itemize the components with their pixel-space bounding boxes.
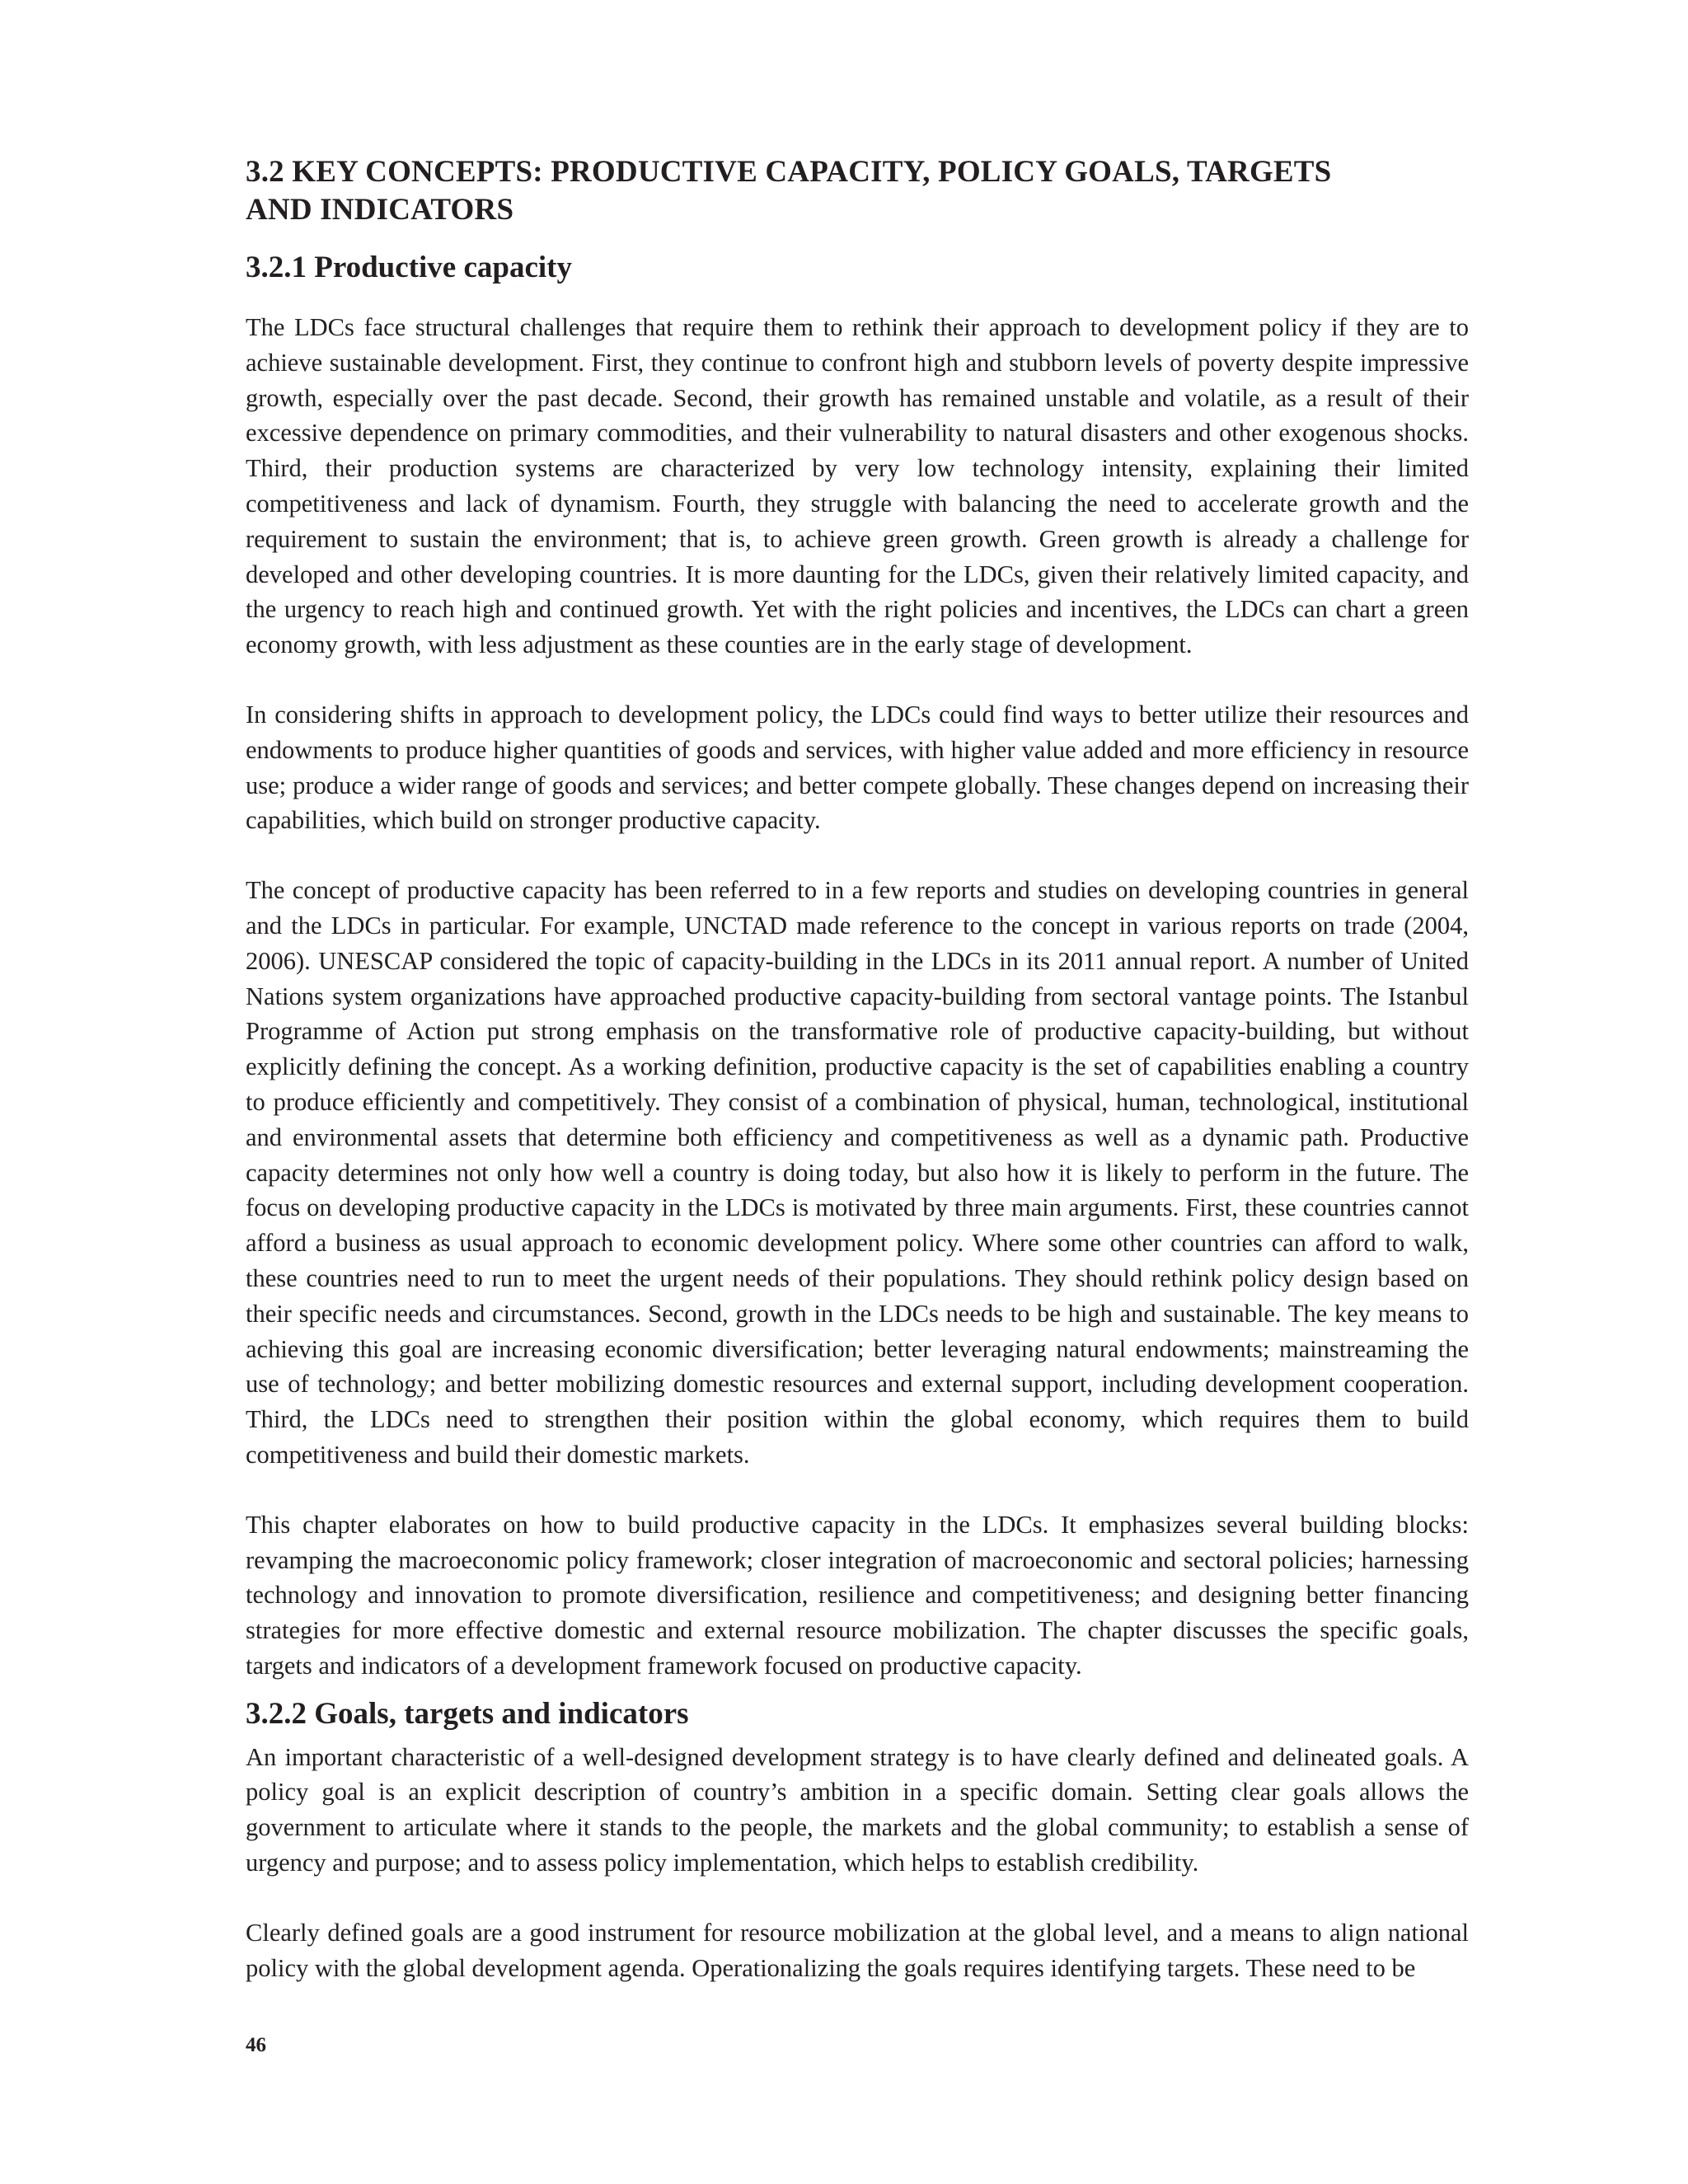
section-heading-line-2: AND INDICATORS xyxy=(246,193,514,227)
paragraph-shifts-in-approach: In considering shifts in approach to development policy, the LDCs could find ways to better utilize their resources and endowments to produce higher quantities of goods and services, with higher value added and more efficiency in resource use; produce a wider range of goods and services; and better compete globally. These changes depend on increasing their capabilities, which build on stronger productive capacity. xyxy=(246,700,1469,835)
subsection-heading-productive-capacity: 3.2.1 Productive capacity xyxy=(246,251,572,284)
paragraph-development-strategy-goals: An important characteristic of a well-designed development strategy is to have clearly defined and delineated goals. A policy goal is an explicit description of country’s ambition in a specific domain. Setting clear goals allows the government to articulate where it stands to the people, the markets and the global community; to establish a sense of urgency and purpose; and to assess policy implementation, which helps to establish credibility. xyxy=(246,1742,1469,1877)
subsection-heading-goals-targets-indicators: 3.2.2 Goals, targets and indicators xyxy=(246,1696,689,1731)
section-heading xyxy=(246,153,1469,229)
paragraph-clearly-defined-goals: Clearly defined goals are a good instrument for resource mobilization at the global level, and a means to align national policy with the global development agenda. Operationalizing the goals requires identifying targets. These need to be xyxy=(246,1918,1469,1982)
page-number: 46 xyxy=(246,2034,266,2056)
page-content xyxy=(246,148,1469,1985)
section-heading-line-1: 3.2 KEY CONCEPTS: PRODUCTIVE CAPACITY, POLICY GOALS, TARGETS xyxy=(246,155,1332,189)
paragraph-structural-challenges: The LDCs face structural challenges that require them to rethink their approach to development policy if they are to achieve sustainable development. First, they continue to confront high and stubborn levels of poverty despite impressive growth, especially over the past decade. Second, their growth has remained unstable and volatile, as a result of their excessive dependence on primary commodities, and their vulnerability to natural disasters and other exogenous shocks. Third, their production systems are characterized by very low technology intensity, explaining their limited competitiveness and lack of dynamism. Fourth, they struggle with balancing the need to accelerate growth and the requirement to sustain the environment; that is, to achieve green growth. Green growth is already a challenge for developed and other developing countries. It is more daunting for the LDCs, given their relatively limited capacity, and the urgency to reach high and continued growth. Yet with the right policies and incentives, the LDCs can chart a green economy growth, with less adjustment as these counties are in the early stage of development. xyxy=(246,313,1469,659)
paragraph-chapter-overview: This chapter elaborates on how to build productive capacity in the LDCs. It emphasizes several building blocks: revamping the macroeconomic policy framework; closer integration of macroeconomic and sectoral policies; harnessing technology and innovation to promote diversification, resilience and competitiveness; and designing better financing strategies for more effective domestic and external resource mobilization. The chapter discusses the specific goals, targets and indicators of a development framework focused on productive capacity. xyxy=(246,1510,1469,1680)
paragraph-concept-of-productive-capacity: The concept of productive capacity has been referred to in a few reports and studies on developing countries in general and the LDCs in particular. For example, UNCTAD made reference to the concept in various reports on trade (2004, 2006). UNESCAP considered the topic of capacity-building in the LDCs in its 2011 annual report. A number of United Nations system organizations have approached productive capacity-building from sectoral vantage points. The Istanbul Programme of Action put strong emphasis on the transformative role of productive capacity-building, but without explicitly defining the concept. As a working definition, productive capacity is the set of capabilities enabling a country to produce efficiently and competitively. They consist of a combination of physical, human, technological, institutional and environmental assets that determine both efficiency and competitiveness as well as a dynamic path. Productive capacity determines not only how well a country is doing today, but also how it is likely to perform in the future. The focus on developing productive capacity in the LDCs is motivated by three main arguments. First, these countries cannot afford a business as usual approach to economic development policy. Where some other countries can afford to walk, these countries need to run to meet the urgent needs of their populations. They should rethink policy design based on their specific needs and circumstances. Second, growth in the LDCs needs to be high and sustainable. The key means to achieving this goal are increasing economic diversification; better leveraging natural endowments; mainstreaming the use of technology; and better mobilizing domestic resources and external support, including development cooperation. Third, the LDCs need to strengthen their position within the global economy, which requires them to build competitiveness and build their domestic markets. xyxy=(246,876,1469,1469)
